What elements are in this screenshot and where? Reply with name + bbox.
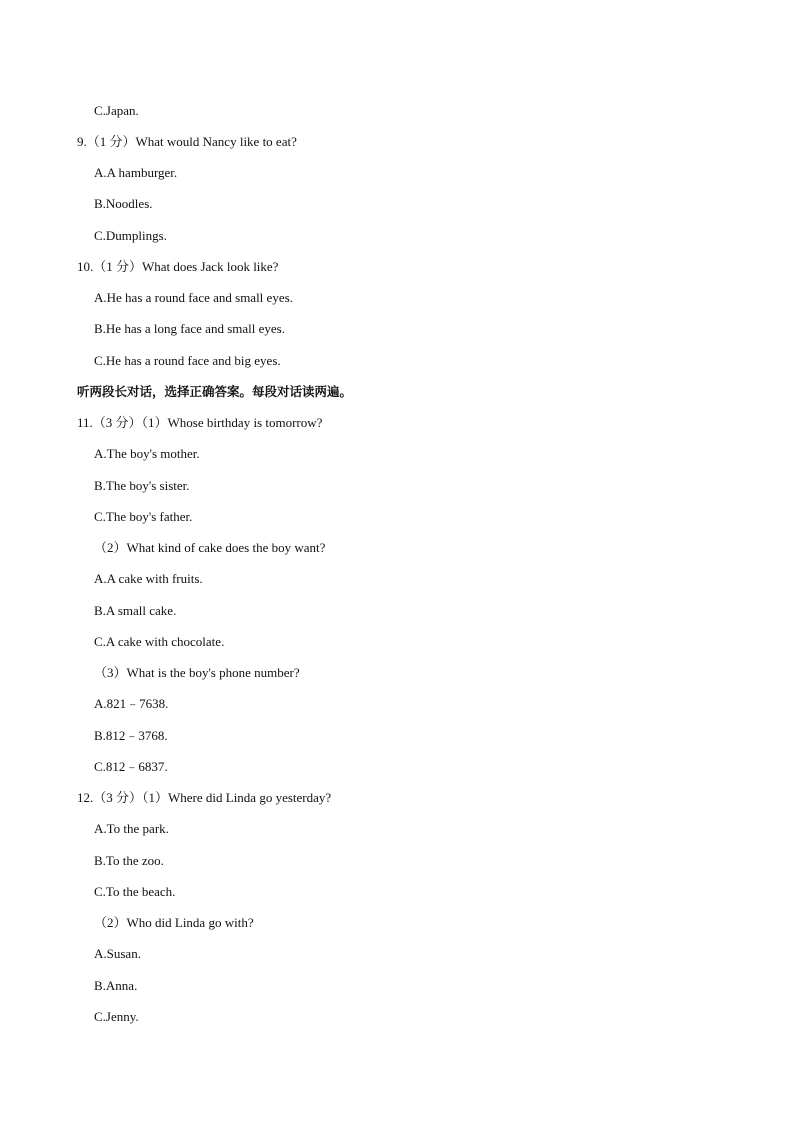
option-8c: C.Japan. (94, 103, 139, 118)
option-10a: A.He has a round face and small eyes. (94, 290, 293, 305)
option-11-1b: B.The boy's sister. (94, 478, 190, 493)
option-11-3a: A.821﹣7638. (94, 696, 169, 711)
option-12-2c: C.Jenny. (94, 1009, 139, 1024)
question-11: 11.（3 分）（1）Whose birthday is tomorrow? (77, 415, 323, 430)
option-10c: C.He has a round face and big eyes. (94, 353, 281, 368)
option-11-2b: B.A small cake. (94, 603, 177, 618)
subquestion-11-2: （2）What kind of cake does the boy want? (94, 540, 326, 555)
option-12-2a: A.Susan. (94, 946, 141, 961)
question-10: 10.（1 分）What does Jack look like? (77, 259, 279, 274)
option-12-1a: A.To the park. (94, 821, 169, 836)
section-instruction: 听两段长对话，选择正确答案。每段对话读两遍。 (77, 384, 353, 399)
question-12: 12.（3 分）（1）Where did Linda go yesterday? (77, 790, 332, 805)
option-11-2c: C.A cake with chocolate. (94, 634, 225, 649)
option-11-2a: A.A cake with fruits. (94, 571, 203, 586)
option-10b: B.He has a long face and small eyes. (94, 321, 285, 336)
subquestion-11-3: （3）What is the boy's phone number? (94, 665, 300, 680)
option-12-1b: B.To the zoo. (94, 853, 164, 868)
option-11-1c: C.The boy's father. (94, 509, 193, 524)
option-12-2b: B.Anna. (94, 978, 138, 993)
option-12-1c: C.To the beach. (94, 884, 176, 899)
option-9c: C.Dumplings. (94, 228, 167, 243)
option-11-1a: A.The boy's mother. (94, 446, 200, 461)
option-9b: B.Noodles. (94, 196, 153, 211)
option-11-3c: C.812﹣6837. (94, 759, 168, 774)
subquestion-12-2: （2）Who did Linda go with? (94, 915, 254, 930)
question-9: 9.（1 分）What would Nancy like to eat? (77, 134, 297, 149)
option-11-3b: B.812﹣3768. (94, 728, 168, 743)
option-9a: A.A hamburger. (94, 165, 178, 180)
